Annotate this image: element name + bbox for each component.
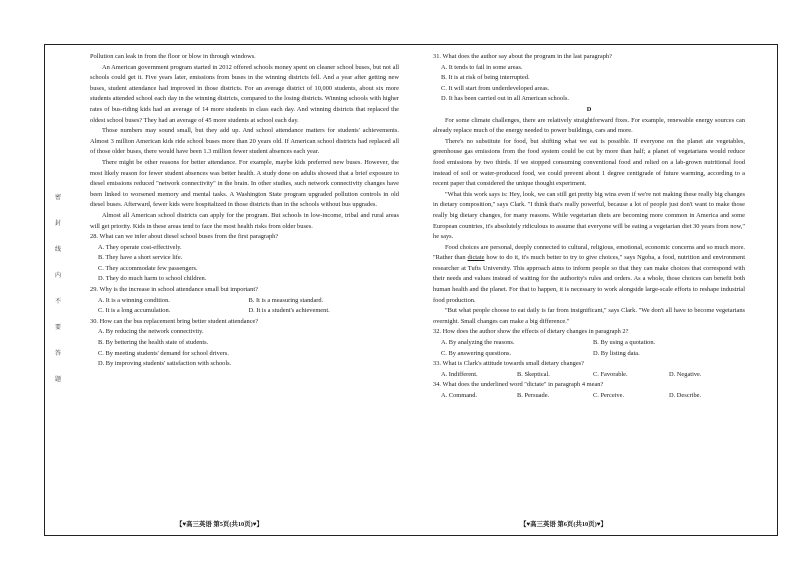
passage-c-p1: Pollution can leak in from the floor or blow in through windows. [90,53,256,60]
q34-option-c: C. Perceive. [593,392,625,399]
q33-option-b: B. Skeptical. [517,370,550,378]
question-32: 32. How does the author show the effects of dietary changes in paragraph 2? [433,328,629,336]
question-34: 34. What does the underlined word "dictate" in paragraph 4 mean? [433,381,604,389]
binding-line-notice [52,195,64,403]
q29-options-row1 [90,296,399,307]
passage-d-p4 [433,243,745,307]
page-footer-left: 【♥高三英语 第5页(共10页)♥】 [176,521,263,528]
page-footer-right: 【♥高三英语 第6页(共10页)♥】 [520,521,607,528]
passage-d-p3: "What this work says is: Hey, look, we can still get pretty big wins even if we're not making these really big changes in dietary composition," says Clark. "I think that's really powerful, because a lot of people just don't want to make those really big dietary changes, for many reasons. While vegetarian diets are becoming more common in America and some European countries, it's absolutely ridiculous to assume that everyone will be eating a vegetarian diet 30 years from now," he says. [433,190,745,241]
q32-option-c: C. By answering questions. [441,349,512,357]
q29-option-b: B. It is a measuring standard. [248,296,324,304]
q28-option-b: B. They have a short service life. [98,254,183,262]
q32-option-d: D. By listing data. [593,349,640,357]
q33-options [433,370,745,381]
q33-option-d: D. Negative. [669,370,702,378]
notice-char: 不 [54,299,61,305]
notice-char: 密 [54,195,61,201]
q34-options [433,391,745,402]
p4-start: Food choices are personal, deeply connected to cultural, religious, emotional, economic concerns and so much more. "Rather than [433,243,745,262]
q29-option-d: D. It is a student's achievement. [248,307,330,315]
q29-option-c: C. It is a long accumulation. [98,307,171,315]
right-column [433,52,745,402]
q33-option-a: A. Indifferent. [441,370,478,378]
q30-option-c: C. By meeting students' demand for school drivers. [98,349,229,357]
question-30: 30. How can the bus replacement bring better student attendance? [90,317,259,325]
notice-char: 题 [54,377,61,383]
q33-option-c: C. Favorable. [593,370,628,378]
passage-c-p2: An American government program started in 2012 offered schools money spent on cleaner school buses, but not all schools could get it. Five years later, emissions from buses in the winning districts fell. And a year after getting new buses, student attendance had improved in those districts. For an average district of 10,000 students, about six more students attended school each day in the winning districts, compared to the losing districts. Winning schools with higher rates of bus-riding kids had an average of 14 more students in class each day. And winning districts that replaced the oldest school buses? They had an average of 45 more students at school each day. [90,63,399,124]
notice-char: 答 [54,351,61,357]
question-28: 28. What can we infer about diesel school buses from the first paragraph? [90,233,279,241]
notice-char: 要 [54,325,61,331]
section-d-heading: D [586,105,592,113]
q34-option-d: D. Describe. [669,392,702,399]
q31-option-d: D. It has been carried out in all American schools. [441,95,569,103]
q28-option-c: C. They accommodate few passengers. [98,264,198,272]
q32-option-b: B. By using a quotation. [593,339,656,347]
q34-option-a: A. Command. [441,392,478,399]
p4-end: how to do it, it's much better to try to give choices," says Ngoba, a food, nutrition and environment researcher at Tufts University. This approach aims to inform people so that they can make choices that correspond with their needs and values instead of waiting for the authority's rules and orders. As a whole, those choices can benefit both human health and the planet. For that to happen, it is necessary to work alongside large-scale efforts to reshape industrial food production. [433,254,745,304]
q31-option-a: A. It tends to fail in some areas. [441,63,523,71]
passage-d-p5: "But what people choose to eat daily is far from insignificant," says Clark. "We don't all have to become vegetarians overnight. Small changes can make a big difference." [433,307,745,325]
passage-d-p2: There's no substitute for food, but shifting what we eat is possible. If everyone on the planet ate vegetables, greenhouse gas emissions from the food system could be cut by more than half; a planet of vegetarians would reduce food emissions by two thirds. If we stopped consuming conventional food and relied on a lab-grown nutritional food instead of soil or water-produced food, we could prevent about 1 degree centigrade of future warming, according to a recent paper that considered the unique thought experiment. [433,137,745,188]
q30-option-d: D. By improving students' satisfaction with schools. [98,360,232,368]
underlined-word-dictate: dictate [467,254,485,262]
q28-option-d: D. They do much harm to school children. [98,275,207,283]
q29-options-row2 [90,306,399,317]
passage-d-p1: For some climate challenges, there are relatively straightforward fixes. For example, renewable energy sources can already replace much of the energy needed to power buildings, cars and more. [433,116,745,135]
q28-option-a: A. They operate cost-effectively. [98,243,182,251]
q32-options-row1 [433,338,745,349]
question-33: 33. What is Clark's attitude towards small dietary changes? [433,360,584,368]
question-31: 31. What does the author say about the program in the last paragraph? [433,53,612,60]
notice-char: 内 [54,273,61,279]
q34-option-b: B. Persuade. [517,392,550,399]
passage-c-p5: Almost all American school districts can apply for the program. But schools in low-income, tribal and rural areas will get priority. Kids in these areas tend to face the most health risks from older buses. [90,211,399,230]
notice-char: 线 [54,247,61,253]
q29-option-a: A. It is a winning condition. [98,296,170,304]
question-29: 29. Why is the increase in school attendance small but important? [90,286,258,294]
q32-options-row2 [433,349,745,360]
passage-c-p3: Those numbers may sound small, but they add up. And school attendance matters for students' achievements. Almost 3 million American kids ride school buses more than 20 years old. If American school districts had replaced all of those older buses, there would have been 1.3 million fewer student absences each year. [90,127,399,156]
notice-char: 封 [54,221,61,227]
q31-option-c: C. It will start from underdeveloped areas. [441,84,550,92]
left-column [90,52,399,370]
passage-c-p4: There might be other reasons for better attendance. For example, maybe kids preferred new buses. However, the most likely reason for fewer student absences was better health. A study done on adults showed that a brief exposure to diesel emissions reduced "network connectivity" in the brain. In other studies, such network connectivity changes have been linked to worsened memory and mental tasks. A Washington State program upgraded pollution controls in old diesel buses. Afterward, fewer kids were hospitalized in those districts than in the schools without bus upgrades. [90,158,399,209]
q32-option-a: A. By analyzing the reasons. [441,339,515,347]
q30-option-b: B. By bettering the health state of students. [98,339,209,347]
q31-option-b: B. It is at risk of being interrupted. [441,74,530,82]
q30-option-a: A. By reducing the network connectivity. [98,328,204,336]
